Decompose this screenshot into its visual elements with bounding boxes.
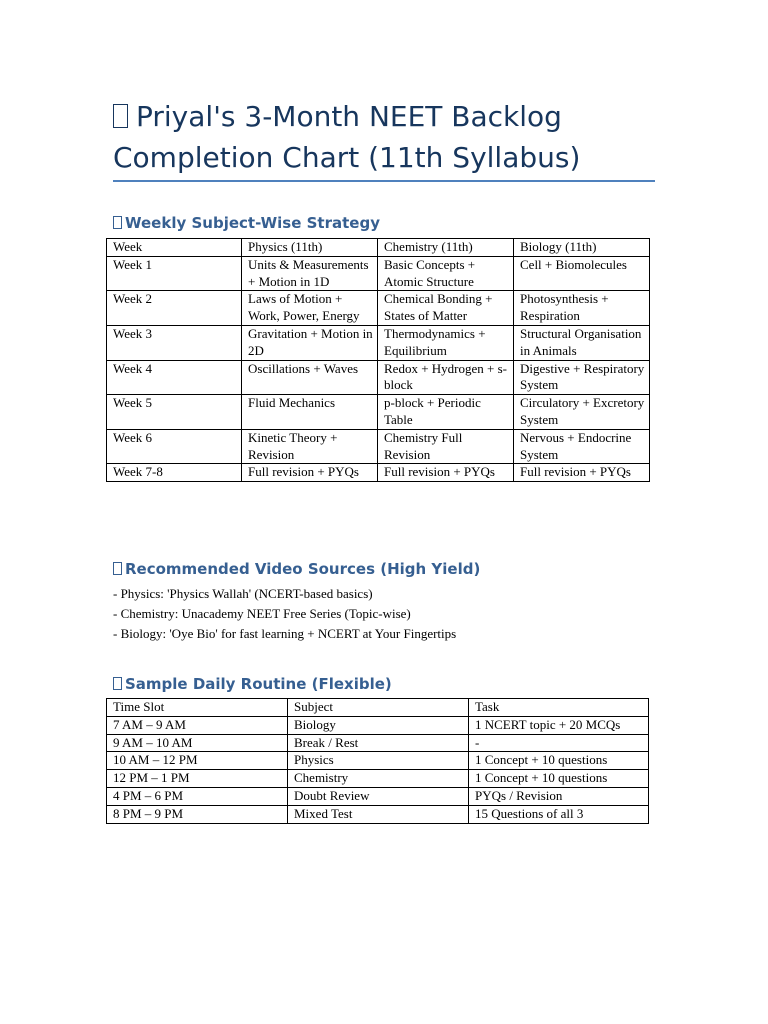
table-row bbox=[107, 770, 649, 788]
table-cell: Redox + Hydrogen + s-block bbox=[378, 360, 514, 395]
missing-emoji-icon bbox=[113, 216, 122, 229]
missing-emoji-icon bbox=[113, 677, 122, 690]
table-row bbox=[107, 256, 650, 291]
weekly-heading-text: Weekly Subject-Wise Strategy bbox=[125, 214, 380, 232]
table-cell: Full revision + PYQs bbox=[514, 464, 650, 482]
table-cell: Physics bbox=[288, 752, 469, 770]
table-cell: Biology bbox=[288, 716, 469, 734]
table-cell: Fluid Mechanics bbox=[242, 395, 378, 430]
table-cell: PYQs / Revision bbox=[469, 787, 649, 805]
list-item: - Chemistry: Unacademy NEET Free Series (Topic-wise) bbox=[113, 606, 411, 621]
table-cell: 10 AM – 12 PM bbox=[107, 752, 288, 770]
table-cell: Break / Rest bbox=[288, 734, 469, 752]
table-cell: Chemical Bonding + States of Matter bbox=[378, 291, 514, 326]
table-cell: Week 2 bbox=[107, 291, 242, 326]
table-row bbox=[107, 734, 649, 752]
table-cell: Week 3 bbox=[107, 325, 242, 360]
table-cell: Chemistry bbox=[288, 770, 469, 788]
table-cell: 1 NCERT topic + 20 MCQs bbox=[469, 716, 649, 734]
table-cell: Thermodynamics + Equilibrium bbox=[378, 325, 514, 360]
table-header-row bbox=[107, 239, 650, 257]
table-cell: Week 7-8 bbox=[107, 464, 242, 482]
table-header-cell: Week bbox=[107, 239, 242, 257]
table-row bbox=[107, 787, 649, 805]
table-cell: Nervous + Endocrine System bbox=[514, 429, 650, 464]
table-row bbox=[107, 325, 650, 360]
table-row bbox=[107, 395, 650, 430]
table-header-cell: Chemistry (11th) bbox=[378, 239, 514, 257]
table-row bbox=[107, 716, 649, 734]
table-row bbox=[107, 464, 650, 482]
table-cell: Oscillations + Waves bbox=[242, 360, 378, 395]
table-header-cell: Physics (11th) bbox=[242, 239, 378, 257]
table-row bbox=[107, 805, 649, 823]
missing-emoji-icon bbox=[113, 104, 128, 128]
table-cell: Basic Concepts + Atomic Structure bbox=[378, 256, 514, 291]
table-cell: Doubt Review bbox=[288, 787, 469, 805]
video-sources-heading bbox=[113, 560, 480, 578]
table-cell: Photosynthesis + Respiration bbox=[514, 291, 650, 326]
table-cell: Full revision + PYQs bbox=[242, 464, 378, 482]
table-header-cell: Time Slot bbox=[107, 699, 288, 717]
table-row bbox=[107, 752, 649, 770]
table-cell: Week 5 bbox=[107, 395, 242, 430]
table-cell: Gravitation + Motion in 2D bbox=[242, 325, 378, 360]
weekly-heading bbox=[113, 214, 380, 232]
table-cell: Week 1 bbox=[107, 256, 242, 291]
weekly-strategy-table bbox=[106, 238, 650, 482]
table-header-cell: Task bbox=[469, 699, 649, 717]
table-cell: 9 AM – 10 AM bbox=[107, 734, 288, 752]
table-cell: - bbox=[469, 734, 649, 752]
table-cell: Digestive + Respiratory System bbox=[514, 360, 650, 395]
table-cell: 7 AM – 9 AM bbox=[107, 716, 288, 734]
video-sources-heading-text: Recommended Video Sources (High Yield) bbox=[125, 560, 481, 578]
list-item: - Biology: 'Oye Bio' for fast learning + NCERT at Your Fingertips bbox=[113, 626, 457, 641]
document-title bbox=[113, 96, 658, 178]
list-item: - Physics: 'Physics Wallah' (NCERT-based basics) bbox=[113, 586, 373, 601]
daily-routine-heading-text: Sample Daily Routine (Flexible) bbox=[125, 675, 392, 693]
video-sources-list bbox=[113, 584, 456, 644]
table-header-cell: Subject bbox=[288, 699, 469, 717]
table-header-row bbox=[107, 699, 649, 717]
table-row bbox=[107, 360, 650, 395]
table-cell: Week 4 bbox=[107, 360, 242, 395]
table-cell: Week 6 bbox=[107, 429, 242, 464]
daily-routine-table bbox=[106, 698, 649, 824]
document-title-text: Priyal's 3-Month NEET Backlog Completion Chart (11th Syllabus) bbox=[113, 100, 581, 174]
missing-emoji-icon bbox=[113, 562, 122, 575]
table-cell: 12 PM – 1 PM bbox=[107, 770, 288, 788]
table-cell: Full revision + PYQs bbox=[378, 464, 514, 482]
table-cell: Structural Organisation in Animals bbox=[514, 325, 650, 360]
title-underline bbox=[113, 180, 655, 182]
table-cell: Circulatory + Excretory System bbox=[514, 395, 650, 430]
daily-routine-heading bbox=[113, 675, 392, 693]
table-cell: 15 Questions of all 3 bbox=[469, 805, 649, 823]
table-cell: 8 PM – 9 PM bbox=[107, 805, 288, 823]
table-cell: Mixed Test bbox=[288, 805, 469, 823]
table-row bbox=[107, 291, 650, 326]
table-cell: Units & Measurements + Motion in 1D bbox=[242, 256, 378, 291]
table-cell: p-block + Periodic Table bbox=[378, 395, 514, 430]
table-cell: 1 Concept + 10 questions bbox=[469, 770, 649, 788]
table-cell: 4 PM – 6 PM bbox=[107, 787, 288, 805]
table-row bbox=[107, 429, 650, 464]
table-cell: Laws of Motion + Work, Power, Energy bbox=[242, 291, 378, 326]
table-header-cell: Biology (11th) bbox=[514, 239, 650, 257]
table-cell: Cell + Biomolecules bbox=[514, 256, 650, 291]
table-cell: Kinetic Theory + Revision bbox=[242, 429, 378, 464]
table-cell: Chemistry Full Revision bbox=[378, 429, 514, 464]
table-cell: 1 Concept + 10 questions bbox=[469, 752, 649, 770]
